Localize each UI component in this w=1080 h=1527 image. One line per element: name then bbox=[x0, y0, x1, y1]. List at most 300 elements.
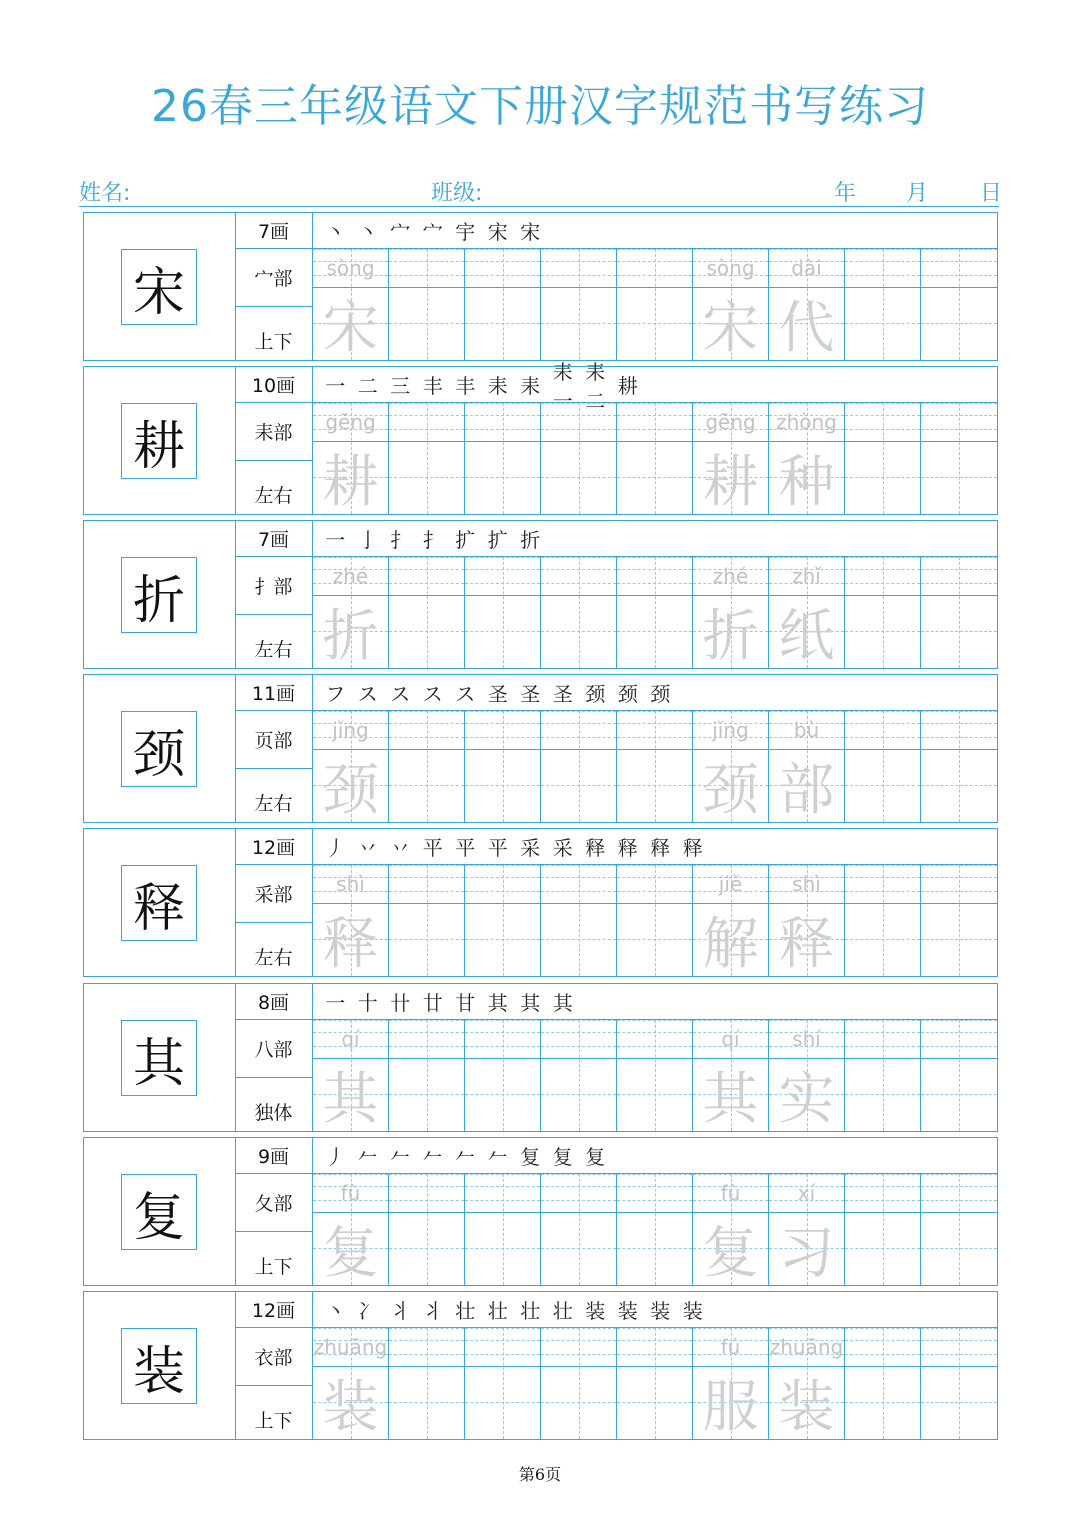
grid-guide-vertical bbox=[503, 249, 504, 360]
grid-guide-vertical bbox=[579, 865, 580, 976]
stroke-step: 二 bbox=[357, 374, 378, 398]
trace-character: 颈 bbox=[322, 757, 379, 823]
grid-guide-vertical bbox=[579, 711, 580, 822]
practice-cell[interactable] bbox=[921, 1174, 997, 1285]
practice-cell[interactable] bbox=[617, 1174, 693, 1285]
stroke-step: 扩 bbox=[487, 528, 508, 552]
pinyin-text: zhé bbox=[712, 564, 749, 588]
stroke-count: 8画 bbox=[235, 984, 312, 1020]
stroke-step: 丿 bbox=[325, 836, 346, 860]
character-box bbox=[121, 557, 197, 633]
character-block bbox=[83, 1137, 998, 1286]
trace-character: 实 bbox=[778, 1066, 835, 1132]
practice-cell[interactable] bbox=[389, 403, 465, 514]
stroke-order-row bbox=[313, 675, 997, 711]
month-label: 月 bbox=[906, 181, 929, 206]
pinyin-text: jiě bbox=[718, 872, 743, 896]
practice-cell[interactable] bbox=[389, 1174, 465, 1285]
stroke-count: 7画 bbox=[235, 521, 312, 557]
meta-column bbox=[235, 1292, 313, 1439]
grid-guide-vertical bbox=[579, 1174, 580, 1285]
practice-cell[interactable] bbox=[693, 1020, 769, 1131]
grid-guide-vertical bbox=[655, 557, 656, 668]
stroke-step: 𠂉 bbox=[487, 1145, 508, 1169]
main-character: 其 bbox=[132, 1033, 185, 1094]
writing-grid bbox=[313, 249, 997, 360]
practice-cell[interactable] bbox=[389, 557, 465, 668]
pinyin-text: sòng bbox=[706, 256, 755, 280]
trace-character: 种 bbox=[778, 449, 835, 515]
stroke-step: 扌 bbox=[390, 528, 411, 552]
grid-guide-vertical bbox=[655, 711, 656, 822]
practice-cell[interactable] bbox=[845, 1174, 921, 1285]
grid-guide-vertical bbox=[655, 403, 656, 514]
practice-cell[interactable] bbox=[541, 557, 617, 668]
grid-guide-vertical bbox=[579, 1328, 580, 1439]
stroke-step: ス bbox=[357, 682, 378, 706]
main-character: 折 bbox=[132, 570, 185, 631]
stroke-step: 复 bbox=[552, 1145, 573, 1169]
trace-character: 折 bbox=[322, 603, 379, 669]
stroke-step: 丬 bbox=[390, 1299, 411, 1323]
practice-cell[interactable] bbox=[845, 711, 921, 822]
practice-cell[interactable] bbox=[617, 711, 693, 822]
practice-cell[interactable] bbox=[465, 403, 541, 514]
stroke-step: 颈 bbox=[585, 682, 606, 706]
writing-grid bbox=[313, 403, 997, 514]
character-cell bbox=[84, 213, 236, 360]
character-box bbox=[121, 865, 197, 941]
stroke-step: 扩 bbox=[455, 528, 476, 552]
practice-cell[interactable] bbox=[921, 557, 997, 668]
main-character: 颈 bbox=[132, 724, 185, 785]
meta-column bbox=[235, 984, 313, 1131]
stroke-step: 丷 bbox=[357, 836, 378, 860]
grid-guide-vertical bbox=[503, 711, 504, 822]
structure: 左右 bbox=[254, 485, 293, 507]
grid-guide-vertical bbox=[655, 1328, 656, 1439]
practice-cell[interactable] bbox=[921, 1328, 997, 1439]
character-cell bbox=[84, 521, 236, 668]
stroke-step: 𠂉 bbox=[390, 1145, 411, 1169]
stroke-step: 释 bbox=[682, 836, 703, 860]
stroke-step: 平 bbox=[487, 836, 508, 860]
writing-grid bbox=[313, 1020, 997, 1131]
stroke-step: ス bbox=[455, 682, 476, 706]
writing-grid bbox=[313, 865, 997, 976]
practice-cell[interactable] bbox=[693, 1328, 769, 1439]
stroke-order-row bbox=[313, 1292, 997, 1328]
grid-guide-vertical bbox=[427, 403, 428, 514]
stroke-order-row bbox=[313, 829, 997, 865]
stroke-count: 12画 bbox=[235, 1292, 312, 1328]
practice-cell[interactable] bbox=[769, 557, 845, 668]
practice-cell[interactable] bbox=[693, 711, 769, 822]
radical: 八部 bbox=[235, 1020, 312, 1078]
grid-guide-vertical bbox=[427, 557, 428, 668]
stroke-step: 平 bbox=[455, 836, 476, 860]
writing-grid bbox=[313, 711, 997, 822]
practice-cell[interactable] bbox=[541, 711, 617, 822]
grid-guide-vertical bbox=[655, 1020, 656, 1131]
trace-character: 其 bbox=[322, 1066, 379, 1132]
pinyin-text: zhòng bbox=[776, 410, 837, 434]
grid-guide-vertical bbox=[579, 557, 580, 668]
radical: 采部 bbox=[235, 865, 312, 923]
stroke-step: フ bbox=[325, 682, 346, 706]
grid-guide-vertical bbox=[503, 1174, 504, 1285]
stroke-step: 丰 bbox=[422, 374, 443, 398]
stroke-count: 7画 bbox=[235, 213, 312, 249]
stroke-step: 甘 bbox=[455, 991, 476, 1015]
pinyin-text: shì bbox=[336, 872, 365, 896]
stroke-step: 平 bbox=[422, 836, 443, 860]
structure: 左右 bbox=[254, 793, 293, 815]
radical: 夂部 bbox=[235, 1174, 312, 1232]
character-block bbox=[83, 1291, 998, 1440]
practice-cell[interactable] bbox=[769, 1328, 845, 1439]
trace-character: 解 bbox=[702, 911, 759, 977]
character-block bbox=[83, 983, 998, 1132]
stroke-step: 丶 bbox=[325, 1299, 346, 1323]
meta-column bbox=[235, 213, 313, 360]
practice-cell[interactable] bbox=[389, 865, 465, 976]
trace-character: 颈 bbox=[702, 757, 759, 823]
structure: 上下 bbox=[254, 1410, 293, 1432]
practice-cell[interactable] bbox=[921, 403, 997, 514]
practice-cell[interactable] bbox=[921, 249, 997, 360]
character-box bbox=[121, 711, 197, 787]
grid-guide-vertical bbox=[579, 249, 580, 360]
stroke-count: 11画 bbox=[235, 675, 312, 711]
character-cell bbox=[84, 1292, 236, 1439]
practice-cell[interactable] bbox=[693, 865, 769, 976]
practice-cell[interactable] bbox=[389, 249, 465, 360]
trace-character: 装 bbox=[322, 1374, 379, 1440]
practice-cell[interactable] bbox=[541, 249, 617, 360]
practice-cell[interactable] bbox=[541, 1328, 617, 1439]
stroke-step: 释 bbox=[650, 836, 671, 860]
practice-cell[interactable] bbox=[465, 711, 541, 822]
meta-column bbox=[235, 521, 313, 668]
practice-cell[interactable] bbox=[845, 865, 921, 976]
pinyin-text: jǐng bbox=[332, 718, 369, 742]
trace-character: 复 bbox=[322, 1220, 379, 1286]
meta-column bbox=[235, 829, 313, 976]
character-block bbox=[83, 520, 998, 669]
practice-cell[interactable] bbox=[845, 1020, 921, 1131]
practice-cell[interactable] bbox=[465, 1174, 541, 1285]
grid-guide-vertical bbox=[503, 1020, 504, 1131]
practice-cell[interactable] bbox=[845, 1328, 921, 1439]
stroke-step: 𠂉 bbox=[357, 1145, 378, 1169]
practice-cell[interactable] bbox=[617, 1328, 693, 1439]
pinyin-text: gēng bbox=[705, 410, 756, 434]
stroke-step: 三 bbox=[390, 374, 411, 398]
radical: 页部 bbox=[235, 711, 312, 769]
practice-cell[interactable] bbox=[541, 1174, 617, 1285]
stroke-step: 圣 bbox=[520, 682, 541, 706]
practice-cell[interactable] bbox=[389, 711, 465, 822]
stroke-step: 释 bbox=[617, 836, 638, 860]
practice-cell[interactable] bbox=[617, 249, 693, 360]
practice-cell[interactable] bbox=[313, 1174, 389, 1285]
stroke-step: 耒二 bbox=[585, 359, 606, 413]
stroke-step: 丶 bbox=[325, 220, 346, 244]
stroke-step: 耒 bbox=[520, 374, 541, 398]
stroke-step: 宋 bbox=[520, 220, 541, 244]
stroke-step: 圣 bbox=[487, 682, 508, 706]
stroke-step: ス bbox=[422, 682, 443, 706]
stroke-order-row bbox=[313, 984, 997, 1020]
class-label: 班级: bbox=[431, 181, 483, 206]
stroke-step: 复 bbox=[585, 1145, 606, 1169]
structure: 独体 bbox=[254, 1102, 293, 1124]
pinyin-text: fù bbox=[720, 1181, 741, 1205]
trace-character: 部 bbox=[778, 757, 835, 823]
stroke-step: 耒一 bbox=[552, 359, 573, 413]
structure: 上下 bbox=[254, 331, 293, 353]
practice-cell[interactable] bbox=[769, 249, 845, 360]
stroke-step: 装 bbox=[585, 1299, 606, 1323]
stroke-step: 十 bbox=[357, 991, 378, 1015]
stroke-order-row bbox=[313, 521, 997, 557]
practice-cell[interactable] bbox=[313, 711, 389, 822]
practice-cell[interactable] bbox=[541, 1020, 617, 1131]
stroke-step: 扌 bbox=[422, 528, 443, 552]
stroke-order-row bbox=[313, 359, 997, 413]
character-box bbox=[121, 1328, 197, 1404]
stroke-step: 壮 bbox=[487, 1299, 508, 1323]
stroke-step: 一 bbox=[325, 991, 346, 1015]
character-box bbox=[121, 1020, 197, 1096]
trace-character: 耕 bbox=[702, 449, 759, 515]
meta-column bbox=[235, 1138, 313, 1285]
trace-character: 装 bbox=[778, 1374, 835, 1440]
grid-guide-vertical bbox=[503, 557, 504, 668]
stroke-step: 装 bbox=[682, 1299, 703, 1323]
trace-character: 宋 bbox=[702, 295, 759, 361]
practice-cell[interactable] bbox=[313, 403, 389, 514]
character-block bbox=[83, 828, 998, 977]
practice-cell[interactable] bbox=[465, 1020, 541, 1131]
practice-cell[interactable] bbox=[313, 557, 389, 668]
stroke-step: 丿 bbox=[325, 1145, 346, 1169]
practice-cell[interactable] bbox=[465, 557, 541, 668]
trace-character: 释 bbox=[322, 911, 379, 977]
pinyin-text: bù bbox=[793, 718, 820, 742]
year-label: 年 bbox=[834, 181, 857, 206]
grid-guide-vertical bbox=[655, 249, 656, 360]
stroke-step: 宇 bbox=[455, 220, 476, 244]
grid-guide-vertical bbox=[427, 249, 428, 360]
stroke-step: ス bbox=[390, 682, 411, 706]
radical: 衣部 bbox=[235, 1328, 312, 1386]
page-number: 第6页 bbox=[518, 1465, 562, 1484]
grid-guide-vertical bbox=[883, 1020, 884, 1131]
grid-guide-vertical bbox=[503, 1328, 504, 1439]
stroke-step: 复 bbox=[520, 1145, 541, 1169]
grid-guide-vertical bbox=[959, 711, 960, 822]
practice-cell[interactable] bbox=[617, 557, 693, 668]
stroke-order-row bbox=[313, 213, 997, 249]
main-character: 宋 bbox=[132, 262, 185, 323]
practice-cell[interactable] bbox=[313, 1020, 389, 1131]
pinyin-text: zhuāng bbox=[769, 1335, 844, 1359]
pinyin-text: dài bbox=[791, 256, 822, 280]
grid-guide-vertical bbox=[883, 865, 884, 976]
structure: 上下 bbox=[254, 1256, 293, 1278]
structure: 左右 bbox=[254, 947, 293, 969]
stroke-step: 宋 bbox=[487, 220, 508, 244]
trace-character: 服 bbox=[702, 1374, 759, 1440]
pinyin-text: qí bbox=[341, 1027, 360, 1051]
practice-cell[interactable] bbox=[845, 557, 921, 668]
practice-cell[interactable] bbox=[465, 249, 541, 360]
character-cell bbox=[84, 984, 236, 1131]
trace-character: 习 bbox=[778, 1220, 835, 1286]
stroke-step: 耕 bbox=[617, 374, 638, 398]
grid-guide-vertical bbox=[959, 1174, 960, 1285]
stroke-step: 装 bbox=[617, 1299, 638, 1323]
practice-cell[interactable] bbox=[541, 865, 617, 976]
grid-guide-vertical bbox=[883, 557, 884, 668]
grid-guide-vertical bbox=[503, 403, 504, 514]
grid-guide-vertical bbox=[959, 557, 960, 668]
stroke-step: 𠂉 bbox=[455, 1145, 476, 1169]
practice-cell[interactable] bbox=[769, 403, 845, 514]
stroke-step: 宀 bbox=[390, 220, 411, 244]
practice-cell[interactable] bbox=[465, 1328, 541, 1439]
practice-cell[interactable] bbox=[921, 865, 997, 976]
practice-cell[interactable] bbox=[541, 403, 617, 514]
grid-guide-vertical bbox=[883, 249, 884, 360]
main-character: 复 bbox=[132, 1187, 185, 1248]
pinyin-text: gēng bbox=[325, 410, 376, 434]
grid-guide-vertical bbox=[959, 1020, 960, 1131]
stroke-step: 颈 bbox=[617, 682, 638, 706]
meta-column bbox=[235, 675, 313, 822]
stroke-step: 丷 bbox=[390, 836, 411, 860]
practice-cell[interactable] bbox=[313, 1328, 389, 1439]
stroke-count: 10画 bbox=[235, 367, 312, 403]
character-box bbox=[121, 403, 197, 479]
stroke-step: 一 bbox=[325, 528, 346, 552]
stroke-order-row bbox=[313, 1138, 997, 1174]
practice-cell[interactable] bbox=[769, 1174, 845, 1285]
stroke-step: 采 bbox=[552, 836, 573, 860]
pinyin-text: shí bbox=[792, 1027, 821, 1051]
pinyin-text: zhǐ bbox=[792, 564, 821, 588]
grid-guide-vertical bbox=[959, 865, 960, 976]
character-box bbox=[121, 1174, 197, 1250]
stroke-step: 廿 bbox=[422, 991, 443, 1015]
trace-character: 复 bbox=[702, 1220, 759, 1286]
structure: 左右 bbox=[254, 639, 293, 661]
stroke-step: 亅 bbox=[357, 528, 378, 552]
character-cell bbox=[84, 1138, 236, 1285]
stroke-count: 12画 bbox=[235, 829, 312, 865]
practice-cell[interactable] bbox=[693, 1174, 769, 1285]
pinyin-text: fù bbox=[340, 1181, 361, 1205]
grid-guide-vertical bbox=[427, 711, 428, 822]
practice-cell[interactable] bbox=[693, 557, 769, 668]
grid-guide-vertical bbox=[959, 249, 960, 360]
stroke-count: 9画 bbox=[235, 1138, 312, 1174]
trace-character: 宋 bbox=[322, 295, 379, 361]
practice-cell[interactable] bbox=[313, 249, 389, 360]
stroke-step: 装 bbox=[650, 1299, 671, 1323]
grid-guide-vertical bbox=[427, 1020, 428, 1131]
practice-cell[interactable] bbox=[389, 1020, 465, 1131]
grid-guide-vertical bbox=[579, 403, 580, 514]
day-label: 日 bbox=[980, 181, 1003, 206]
practice-cell[interactable] bbox=[617, 403, 693, 514]
grid-guide-vertical bbox=[883, 711, 884, 822]
practice-cell[interactable] bbox=[617, 865, 693, 976]
grid-guide-vertical bbox=[655, 865, 656, 976]
radical: 耒部 bbox=[235, 403, 312, 461]
practice-cell[interactable] bbox=[465, 865, 541, 976]
practice-cell[interactable] bbox=[617, 1020, 693, 1131]
radical: 扌部 bbox=[235, 557, 312, 615]
character-cell bbox=[84, 829, 236, 976]
grid-guide-vertical bbox=[579, 1020, 580, 1131]
practice-cell[interactable] bbox=[845, 403, 921, 514]
stroke-step: 壮 bbox=[520, 1299, 541, 1323]
meta-column bbox=[235, 367, 313, 514]
grid-guide-vertical bbox=[427, 1174, 428, 1285]
practice-cell[interactable] bbox=[921, 1020, 997, 1131]
grid-guide-vertical bbox=[959, 403, 960, 514]
pinyin-text: fú bbox=[720, 1335, 741, 1359]
practice-cell[interactable] bbox=[769, 865, 845, 976]
practice-cell[interactable] bbox=[921, 711, 997, 822]
stroke-step: 其 bbox=[520, 991, 541, 1015]
grid-guide-vertical bbox=[427, 1328, 428, 1439]
trace-character: 释 bbox=[778, 911, 835, 977]
pinyin-text: xí bbox=[797, 1181, 816, 1205]
practice-cell[interactable] bbox=[769, 1020, 845, 1131]
practice-cell[interactable] bbox=[845, 249, 921, 360]
practice-cell[interactable] bbox=[389, 1328, 465, 1439]
practice-cell[interactable] bbox=[313, 865, 389, 976]
stroke-step: 其 bbox=[552, 991, 573, 1015]
main-character: 装 bbox=[132, 1341, 185, 1402]
practice-cell[interactable] bbox=[769, 711, 845, 822]
radical: 宀部 bbox=[235, 249, 312, 307]
pinyin-text: zhé bbox=[332, 564, 369, 588]
pinyin-text: qí bbox=[721, 1027, 740, 1051]
grid-guide-vertical bbox=[883, 1174, 884, 1285]
writing-grid bbox=[313, 1328, 997, 1439]
practice-cell[interactable] bbox=[693, 403, 769, 514]
stroke-step: 一 bbox=[325, 374, 346, 398]
grid-guide-vertical bbox=[959, 1328, 960, 1439]
page-title: 26春三年级语文下册汉字规范书写练习 bbox=[151, 81, 929, 132]
stroke-step: 宀 bbox=[422, 220, 443, 244]
stroke-step: 𠂉 bbox=[422, 1145, 443, 1169]
trace-character: 纸 bbox=[778, 603, 835, 669]
stroke-step: 冫 bbox=[357, 1299, 378, 1323]
practice-cell[interactable] bbox=[693, 249, 769, 360]
character-box bbox=[121, 249, 197, 325]
character-block bbox=[83, 674, 998, 823]
pinyin-text: shì bbox=[792, 872, 821, 896]
header-underline bbox=[79, 206, 999, 207]
stroke-step: 壮 bbox=[455, 1299, 476, 1323]
grid-guide-vertical bbox=[503, 865, 504, 976]
